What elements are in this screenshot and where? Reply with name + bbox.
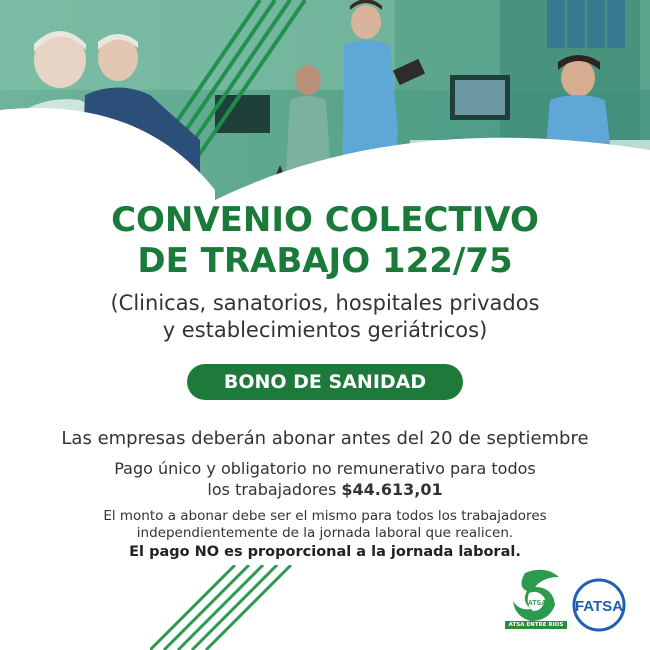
payment-text-line-2 <box>0 479 650 500</box>
bono-badge: BONO DE SANIDAD <box>187 364 463 400</box>
hero-photo <box>0 0 650 215</box>
atsa-logo <box>505 565 567 629</box>
subtitle-line-2: y establecimientos geriátricos) <box>162 318 488 342</box>
emphasis-text: El pago NO es proporcional a la jornada laboral. <box>129 544 521 560</box>
title-line-1: CONVENIO COLECTIVO <box>111 200 539 240</box>
note-text-line-1: El monto a abonar debe ser el mismo para todos los trabajadores <box>103 508 547 524</box>
atsa-logo-label: ATSA ENTRE RIOS <box>505 621 567 629</box>
note-text-line-2: independientemente de la jornada laboral que realicen. <box>136 525 514 541</box>
title-line-2: DE TRABAJO 122/75 <box>137 241 513 281</box>
fatsa-logo <box>572 578 626 632</box>
payment-text-prefix: los trabajadores <box>207 480 342 499</box>
payment-amount: $44.613,01 <box>341 480 443 499</box>
deadline-text: Las empresas deberán abonar antes del 20 de septiembre <box>61 428 589 449</box>
fatsa-logo-text: FATSA <box>574 598 624 615</box>
subtitle-line-1: (Clinicas, sanatorios, hospitales privados <box>110 291 540 315</box>
decorative-stripes <box>150 565 310 650</box>
atsa-mark-text: ATSA <box>527 600 547 607</box>
payment-text-line-1: Pago único y obligatorio no remunerativo para todos <box>114 459 536 478</box>
